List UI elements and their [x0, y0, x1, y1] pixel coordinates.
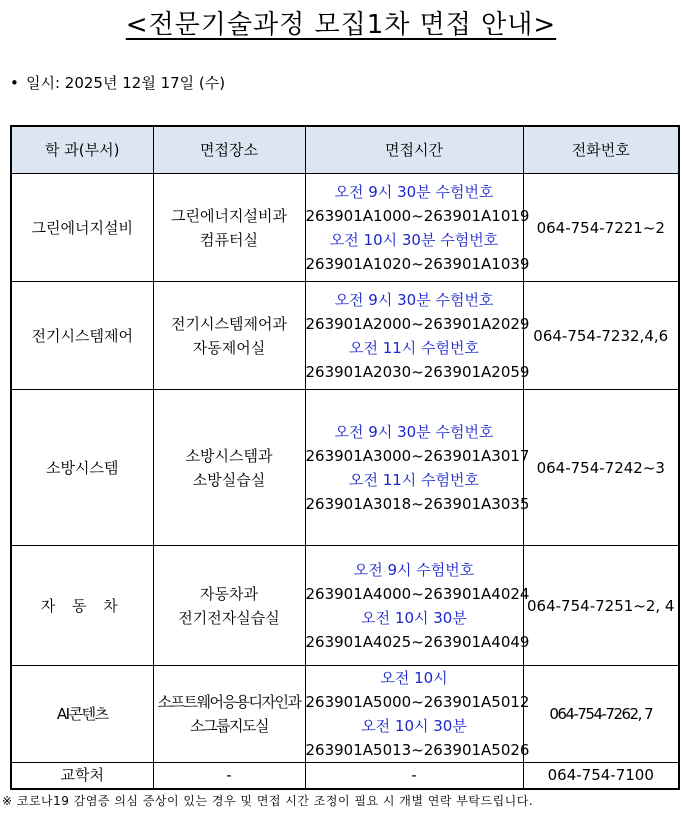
place-line: 자동차과 [200, 584, 258, 603]
place-line: 소방시스템과 [185, 446, 273, 465]
phone-cell: 064-754-7242~3 [523, 390, 679, 546]
place-line: 소방실습실 [192, 470, 266, 489]
header-time: 면접시간 [305, 126, 523, 174]
time-cell [305, 546, 530, 666]
table-row [11, 666, 679, 763]
time-slot: 오전 10시 [380, 669, 448, 687]
table-header-row [11, 126, 679, 174]
table-row [11, 546, 679, 666]
time-slot: 오전 11시 수험번호 [348, 338, 480, 357]
place-line: 컴퓨터실 [200, 230, 258, 249]
phone-cell: 064-754-7232,4,6 [523, 282, 679, 390]
time-cell [305, 666, 530, 763]
phone-cell: 064-754-7262, 7 [523, 666, 679, 763]
exam-number-range: 263901A1020~263901A1039 [305, 254, 530, 273]
interview-date [10, 72, 225, 94]
time-slot: 오전 11시 수험번호 [348, 470, 480, 489]
exam-number-range: 263901A1000~263901A1019 [305, 206, 530, 225]
phone-cell: 064-754-7100 [523, 763, 679, 789]
place-line: 소그룹지도실 [190, 717, 268, 735]
dept-cell: 소방시스템 [11, 390, 153, 546]
dept-cell: AI콘텐츠 [11, 666, 153, 763]
table-row [11, 174, 679, 282]
time-cell [305, 390, 530, 546]
table-row [11, 763, 679, 789]
place-cell: - [153, 763, 305, 789]
time-cell [305, 174, 530, 282]
header-dept: 학 과(부서) [11, 126, 153, 174]
dept-cell: 교학처 [11, 763, 153, 789]
time-slot: 오전 9시 30분 수험번호 [334, 182, 494, 201]
table-row [11, 282, 679, 390]
exam-number-range: 263901A3018~263901A3035 [305, 494, 530, 513]
place-cell [153, 174, 305, 282]
place-line: 전기시스템제어과 [171, 314, 287, 333]
table-row [11, 390, 679, 546]
exam-number-range: 263901A5013~263901A5026 [305, 741, 530, 759]
phone-cell: 064-754-7221~2 [523, 174, 679, 282]
time-slot: 오전 10시 30분 [361, 608, 467, 627]
exam-number-range: 263901A4000~263901A4024 [305, 584, 530, 603]
place-cell [153, 546, 305, 666]
dept-cell: 전기시스템제어 [11, 282, 153, 390]
time-slot: 오전 9시 수험번호 [353, 560, 475, 579]
place-line: 소프트웨어응용디자인과 [157, 693, 301, 711]
bullet-icon: • [10, 74, 19, 92]
exam-number-range: 263901A4025~263901A4049 [305, 632, 530, 651]
dept-cell: 그린에너지설비 [11, 174, 153, 282]
time-slot: 오전 9시 30분 수험번호 [334, 422, 494, 441]
header-place: 면접장소 [153, 126, 305, 174]
place-cell [153, 666, 305, 763]
place-cell [153, 390, 305, 546]
date-text: 일시: 2025년 12월 17일 (수) [26, 74, 226, 92]
place-line: 전기전자실습실 [178, 608, 280, 627]
header-phone: 전화번호 [523, 126, 679, 174]
time-cell: - [305, 763, 523, 789]
interview-schedule-table [10, 125, 680, 790]
time-slot: 오전 9시 30분 수험번호 [334, 290, 494, 309]
exam-number-range: 263901A2030~263901A2059 [305, 362, 530, 381]
time-slot: 오전 10시 30분 [361, 717, 467, 735]
exam-number-range: 263901A3000~263901A3017 [305, 446, 530, 465]
exam-number-range: 263901A2000~263901A2029 [305, 314, 530, 333]
place-line: 자동제어실 [192, 338, 266, 357]
time-slot: 오전 10시 30분 수험번호 [329, 230, 499, 249]
place-line: 그린에너지설비과 [171, 206, 287, 225]
page-title: <전문기술과정 모집1차 면접 안내> [125, 10, 557, 40]
footnote: ※ 코로나19 감염증 의심 증상이 있는 경우 및 면접 시간 조정이 필요 시 개별 연락 부탁드립니다. [2, 794, 534, 808]
dept-cell: 자 동 차 [11, 546, 153, 666]
exam-number-range: 263901A5000~263901A5012 [305, 693, 530, 711]
place-cell [153, 282, 305, 390]
time-cell [305, 282, 530, 390]
phone-cell: 064-754-7251~2, 4 [523, 546, 679, 666]
